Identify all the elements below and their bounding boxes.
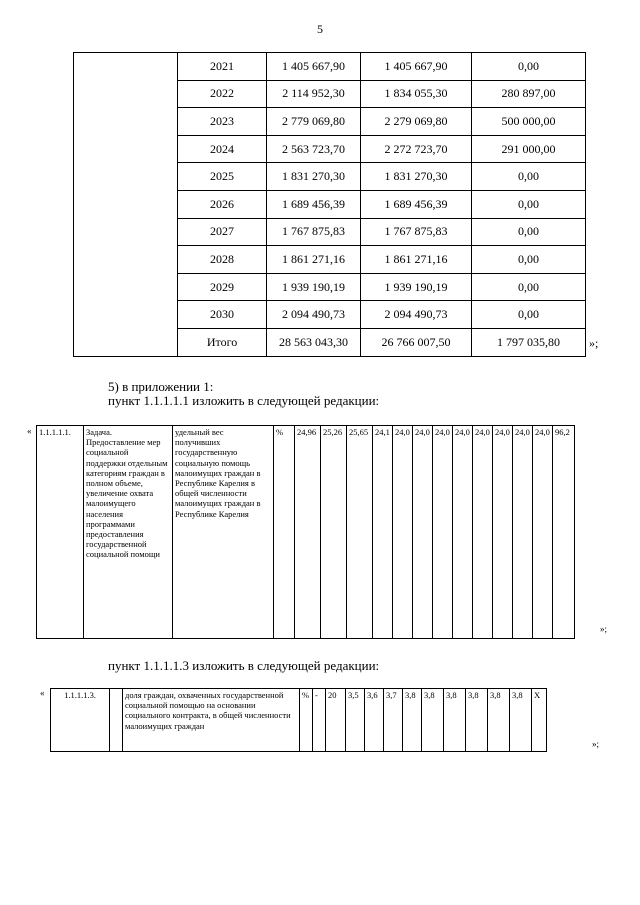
year-cell: 2028 [178,246,267,274]
value-cell: 24,0 [473,426,493,639]
value-cell: 3,8 [422,689,444,752]
blank-merged-cell [74,53,178,357]
amount-cell: 1 831 270,30 [361,163,472,191]
table-row [74,53,586,81]
amount-cell: 0,00 [472,273,586,301]
year-cell: 2027 [178,218,267,246]
value-cell: 3,6 [365,689,384,752]
value-cell: 24,0 [453,426,473,639]
value-cell: 25,65 [347,426,373,639]
financing-table [73,52,586,357]
value-cell: Х [532,689,547,752]
table-row [51,689,547,752]
value-cell: 3,8 [488,689,510,752]
value-cell: - [313,689,326,752]
value-cell: 3,8 [466,689,488,752]
unit-cell: % [274,426,295,639]
year-cell: 2030 [178,301,267,329]
amount-cell: 2 272 723,70 [361,135,472,163]
total-cell: 1 689 456,39 [267,190,361,218]
amount-cell: 26 766 007,50 [361,328,472,356]
total-cell: 2 563 723,70 [267,135,361,163]
year-cell: 2023 [178,108,267,136]
value-cell: 24,0 [493,426,513,639]
item-1-1-1-1-1-heading: пункт 1.1.1.1.1 изложить в следующей редакции: [108,393,380,408]
empty-cell [110,689,123,752]
amount-cell: 1 405 667,90 [361,53,472,81]
total-cell: 1 861 271,16 [267,246,361,274]
total-cell: 1 939 190,19 [267,273,361,301]
indicator-table-1 [36,425,575,639]
amount-cell: 2 094 490,73 [361,301,472,329]
total-cell: 2 779 069,80 [267,108,361,136]
amount-cell: 0,00 [472,218,586,246]
item-1-1-1-1-3-heading: пункт 1.1.1.1.3 изложить в следующей редакции: [108,658,380,673]
value-cell: 24,0 [433,426,453,639]
opening-quote-2: « [27,426,32,436]
total-cell: 28 563 043,30 [267,328,361,356]
value-cell: 24,0 [513,426,533,639]
total-cell: 2 094 490,73 [267,301,361,329]
amount-cell: 1 861 271,16 [361,246,472,274]
table-row [37,426,575,639]
value-cell: 3,5 [346,689,365,752]
value-cell: 20 [326,689,346,752]
year-cell: 2025 [178,163,267,191]
appendix-heading: 5) в приложении 1: [108,379,214,394]
value-cell: 25,26 [321,426,347,639]
year-cell: 2022 [178,80,267,108]
value-cell: 24,1 [373,426,393,639]
amount-cell: 2 279 069,80 [361,108,472,136]
year-cell: Итого [178,328,267,356]
indicator-description: удельный вес получивших государственную социальную помощь малоимущих граждан в Республике Карелия в общей численности малоимущих граждан в Республике Карелия [173,426,274,639]
value-cell: 3,8 [510,689,532,752]
year-cell: 2021 [178,53,267,81]
total-cell: 1 405 667,90 [267,53,361,81]
amount-cell: 1 834 055,30 [361,80,472,108]
item-code: 1.1.1.1.3. [51,689,110,752]
value-cell: 24,0 [413,426,433,639]
closing-quote-3: »; [592,739,600,749]
amount-cell: 1 689 456,39 [361,190,472,218]
amount-cell: 1 939 190,19 [361,273,472,301]
value-cell: 3,7 [384,689,403,752]
amount-cell: 1 767 875,83 [361,218,472,246]
closing-quote-1: »; [589,336,599,350]
total-cell: 2 114 952,30 [267,80,361,108]
amount-cell: 500 000,00 [472,108,586,136]
value-cell: 24,0 [533,426,553,639]
total-cell: 1 767 875,83 [267,218,361,246]
value-cell: 3,8 [403,689,422,752]
total-cell: 1 831 270,30 [267,163,361,191]
amount-cell: 291 000,00 [472,135,586,163]
year-cell: 2029 [178,273,267,301]
amount-cell: 1 797 035,80 [472,328,586,356]
amount-cell: 0,00 [472,53,586,81]
amount-cell: 0,00 [472,246,586,274]
indicator-table-2 [50,688,547,752]
year-cell: 2024 [178,135,267,163]
financing-table-body [74,53,586,357]
page-number: 5 [317,22,323,36]
amount-cell: 0,00 [472,163,586,191]
value-cell: 24,96 [295,426,321,639]
value-cell: 24,0 [393,426,413,639]
indicator-description: доля граждан, охваченных государственной социальной помощью на основании социального контракта, в общей численности малоимущих граждан [123,689,300,752]
closing-quote-2: »; [600,624,608,634]
amount-cell: 280 897,00 [472,80,586,108]
unit-cell: % [300,689,313,752]
amount-cell: 0,00 [472,301,586,329]
value-cell: 96,2 [553,426,575,639]
item-code: 1.1.1.1.1. [37,426,84,639]
year-cell: 2026 [178,190,267,218]
task-description: Задача. Предоставление мер социальной поддержки отдельным категориям граждан в полном объеме, увеличение охвата малоимущего населения программами предоставления государственной социальной помощи [84,426,173,639]
opening-quote-3: « [40,688,45,698]
amount-cell: 0,00 [472,190,586,218]
value-cell: 3,8 [444,689,466,752]
